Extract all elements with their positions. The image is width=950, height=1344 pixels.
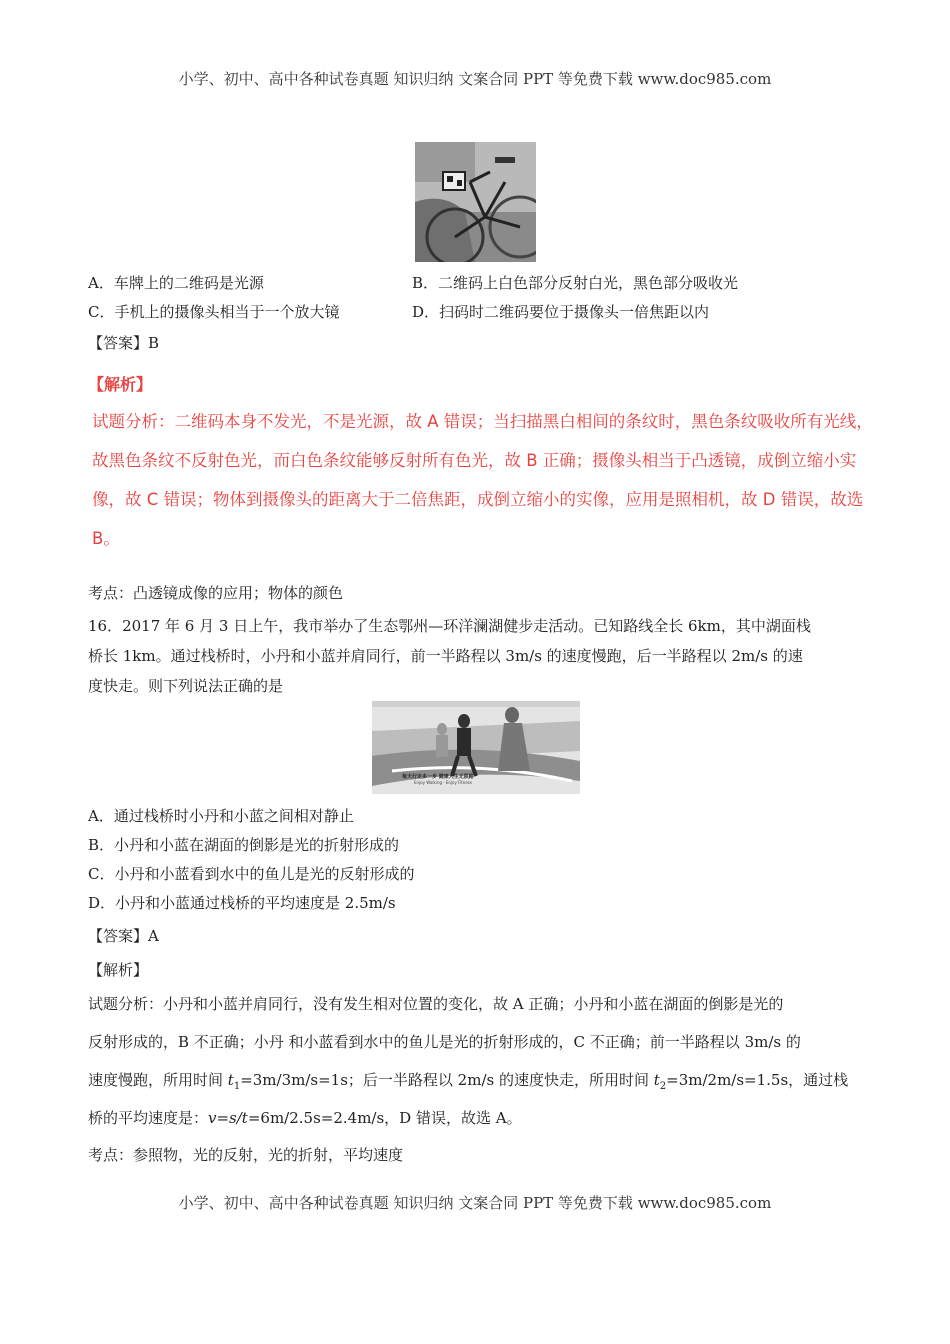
q15-option-d: D．扫码时二维码要位于摄像头一倍焦距以内 [412, 303, 710, 321]
q15-option-b: B．二维码上白色部分反射白光，黑色部分吸收光 [412, 274, 739, 292]
walking-event-image [372, 701, 580, 794]
q16-analysis-title: 【解析】 [88, 961, 149, 979]
q16-option-c: C．小丹和小蓝看到水中的鱼儿是光的反射形成的 [88, 865, 415, 883]
q15-analysis-line: B。 [92, 529, 120, 548]
q15-answer: 【答案】B [88, 334, 160, 352]
q16-analysis-line: 试题分析：小丹和小蓝并肩同行，没有发生相对位置的变化，故 A 正确；小丹和小蓝在湖面的倒影是光的 [88, 995, 784, 1013]
walking-image-caption-en: Enjoy Walking · Enjoy Fitness [414, 780, 472, 785]
q15-analysis-line: 像，故 C 错误；物体到摄像头的距离大于二倍焦距，成倒立缩小的实像，应用是照相机，故 D 错误，故选 [92, 490, 864, 509]
q15-analysis-line: 故黑色条纹不反射色光，而白色条纹能够反射所有色光，故 B 正确；摄像头相当于凸透镜，成倒立缩小实 [92, 451, 857, 470]
q16-analysis-line-3: 速度慢跑，所用时间 $t_1=3m/3m/s=1s$；后一半路程以 2m/s 的速度快走，所用时间 $t_2=3m/2m/s=1.5s$，通过栈 [88, 1071, 849, 1092]
q16-option-a: A．通过栈桥时小丹和小蓝之间相对静止 [88, 807, 354, 825]
q15-option-c: C．手机上的摄像头相当于一个放大镜 [88, 303, 340, 321]
q16-option-b: B．小丹和小蓝在湖面的倒影是光的折射形成的 [88, 836, 400, 854]
t1-symbol: t [227, 1071, 234, 1089]
q16-stem-line: 度快走。则下列说法正确的是 [88, 677, 284, 695]
q15-analysis-line: 试题分析：二维码本身不发光，不是光源，故 A 错误；当扫描黑白相间的条纹时，黑色条纹吸收所有光线， [92, 412, 873, 431]
velocity-formula: v=s/t [208, 1109, 248, 1127]
q16-option-d: D．小丹和小蓝通过栈桥的平均速度是 2.5m/s [88, 894, 396, 912]
q15-analysis-title: 【解析】 [88, 375, 153, 394]
bicycle-photo [415, 142, 536, 262]
q16-stem-line: 16．2017 年 6 月 3 日上午，我市举办了生态鄂州—环洋澜湖健步走活动。已知路线全长 6km，其中湖面栈 [88, 617, 811, 635]
q15-option-a: A．车牌上的二维码是光源 [88, 274, 264, 292]
q16-kaodian: 考点：参照物，光的反射，光的折射，平均速度 [88, 1146, 404, 1164]
page-footer: 小学、初中、高中各种试卷真题 知识归纳 文案合同 PPT 等免费下载 www.doc985.com [178, 1194, 772, 1212]
q16-analysis-line: 反射形成的，B 不正确；小丹 和小蓝看到水中的鱼儿是光的折射形成的，C 不正确；前一半路程以 3m/s 的 [88, 1033, 801, 1051]
q15-kaodian: 考点：凸透镜成像的应用；物体的颜色 [88, 584, 344, 602]
page-header: 小学、初中、高中各种试卷真题 知识归纳 文案合同 PPT 等免费下载 www.doc985.com [178, 70, 772, 88]
q16-analysis-line-4: 桥的平均速度是：v=s/t=6m/2.5s=2.4m/s，D 错误，故选 A。 [88, 1109, 522, 1127]
q16-answer: 【答案】A [88, 927, 159, 945]
t2-symbol: t [653, 1071, 660, 1089]
walking-image-caption-cn: 每天行走多一步 健康人生无限路 [402, 774, 474, 780]
q16-stem-line: 桥长 1km。通过栈桥时，小丹和小蓝并肩同行，前一半路程以 3m/s 的速度慢跑，后一半路程以 2m/s 的速 [88, 647, 803, 665]
